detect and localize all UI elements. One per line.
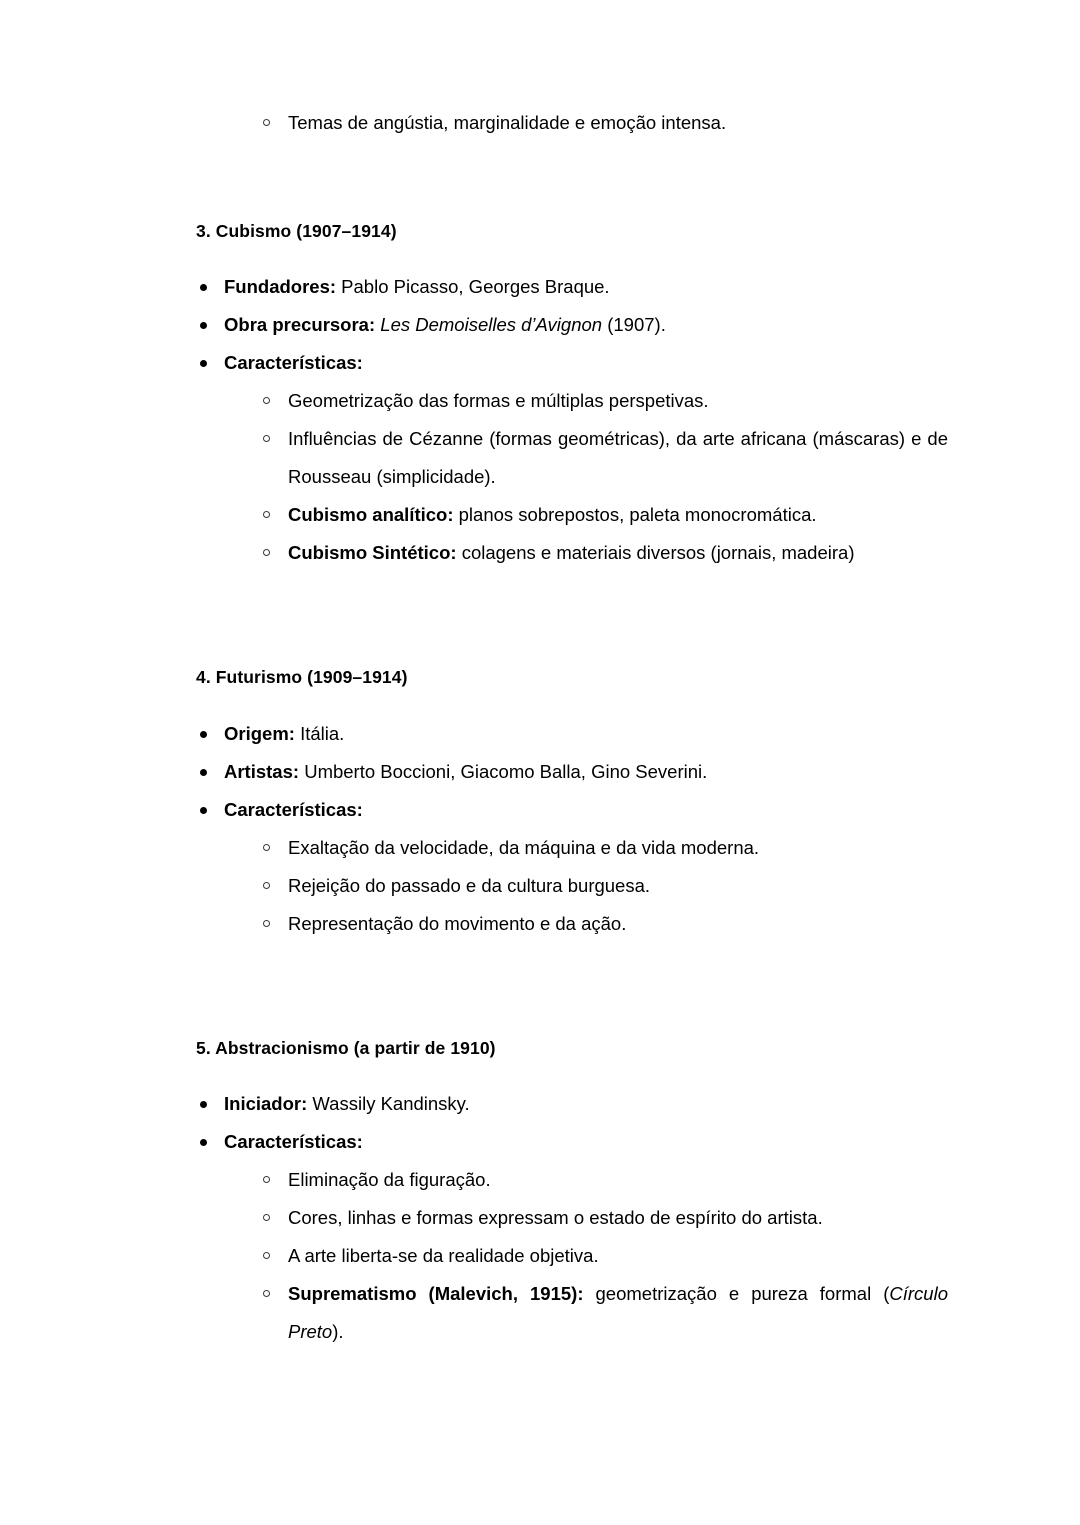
list-item-text: (1907). <box>607 314 666 336</box>
list-item-space <box>871 1283 883 1304</box>
list-item-text: Representação do movimento e da ação. <box>288 912 627 934</box>
list-item-text: Umberto Boccioni, Giacomo Balla, Gino Severini. <box>304 760 708 782</box>
list-item-text: Temas de angústia, marginalidade e emoção intensa. <box>288 112 727 133</box>
list-item-title-italic: Les Demoiselles d’Avignon <box>380 314 603 336</box>
list-item-label: Suprematismo (Malevich, 1915): <box>288 1282 584 1304</box>
list-item-text: Influências de Cézanne (formas geométricas), da arte africana (máscaras) e de Rousseau (simplicidade). <box>288 428 948 488</box>
list-item-label: Artistas: <box>224 760 300 782</box>
list-item <box>260 496 948 534</box>
list-item <box>196 1085 948 1123</box>
spacer <box>132 1061 948 1085</box>
list-item-text: geometrização e pureza formal <box>595 1282 872 1304</box>
list-item <box>196 753 948 791</box>
document-body <box>132 104 948 1351</box>
list-item <box>260 905 948 943</box>
list-item <box>196 344 948 382</box>
section-heading-futurismo: 4. Futurismo (1909–1914) <box>196 667 408 688</box>
list-item-work-italic: Círculo Preto <box>288 1282 948 1342</box>
list-item <box>196 306 948 344</box>
list-item-label: Iniciador: <box>224 1092 308 1114</box>
list-item-label: Origem: <box>224 722 295 744</box>
list-item <box>196 715 948 753</box>
list-item-text: Rejeição do passado e da cultura burguesa. <box>288 874 651 896</box>
list-item-label: Cubismo Sintético: <box>288 542 457 564</box>
spacer <box>132 691 948 715</box>
list-item-text: Exaltação da velocidade, da máquina e da vida moderna. <box>288 836 760 858</box>
section-heading-abstracionismo: 5. Abstracionismo (a partir de 1910) <box>196 1037 496 1058</box>
list-item <box>260 420 948 496</box>
list-item-label: Obra precursora: <box>224 314 376 336</box>
list-item-label: Características: <box>224 1130 363 1152</box>
spacer <box>132 244 948 268</box>
spacer <box>132 943 948 1035</box>
list-item <box>260 1199 948 1237</box>
list-item <box>196 1123 948 1161</box>
list-item-label: Características: <box>224 352 363 374</box>
list-item <box>196 268 948 306</box>
list-item <box>196 791 948 829</box>
list-item-text: Wassily Kandinsky. <box>312 1092 470 1114</box>
list-item <box>260 534 948 572</box>
list-item-label: Características: <box>224 798 363 820</box>
list-item-text: Pablo Picasso, Georges Braque. <box>341 276 610 298</box>
list-item <box>260 867 948 905</box>
list-item <box>260 1237 948 1275</box>
list-item-text: Eliminação da figuração. <box>288 1168 491 1190</box>
list-item <box>260 829 948 867</box>
list-item-label: Cubismo analítico: <box>288 504 454 526</box>
section-heading-cubismo: 3. Cubismo (1907–1914) <box>196 221 397 241</box>
list-item-text: planos sobrepostos, paleta monocromática. <box>458 504 817 526</box>
list-item <box>260 382 948 420</box>
paren-close: ). <box>332 1320 344 1342</box>
list-item <box>260 1161 948 1199</box>
spacer <box>132 572 948 664</box>
list-item-label: Fundadores: <box>224 276 337 298</box>
paren-open: ( <box>883 1282 890 1304</box>
spacer <box>132 142 948 218</box>
list-item-text: Cores, linhas e formas expressam o estado de espírito do artista. <box>288 1206 823 1228</box>
list-item-text: colagens e materiais diversos (jornais, madeira) <box>461 542 855 564</box>
list-item-text: Itália. <box>300 722 345 744</box>
list-item <box>260 104 948 142</box>
list-item <box>260 1275 948 1351</box>
list-item-text: Geometrização das formas e múltiplas perspetivas. <box>288 390 709 412</box>
list-item-text: A arte liberta-se da realidade objetiva. <box>288 1244 599 1266</box>
